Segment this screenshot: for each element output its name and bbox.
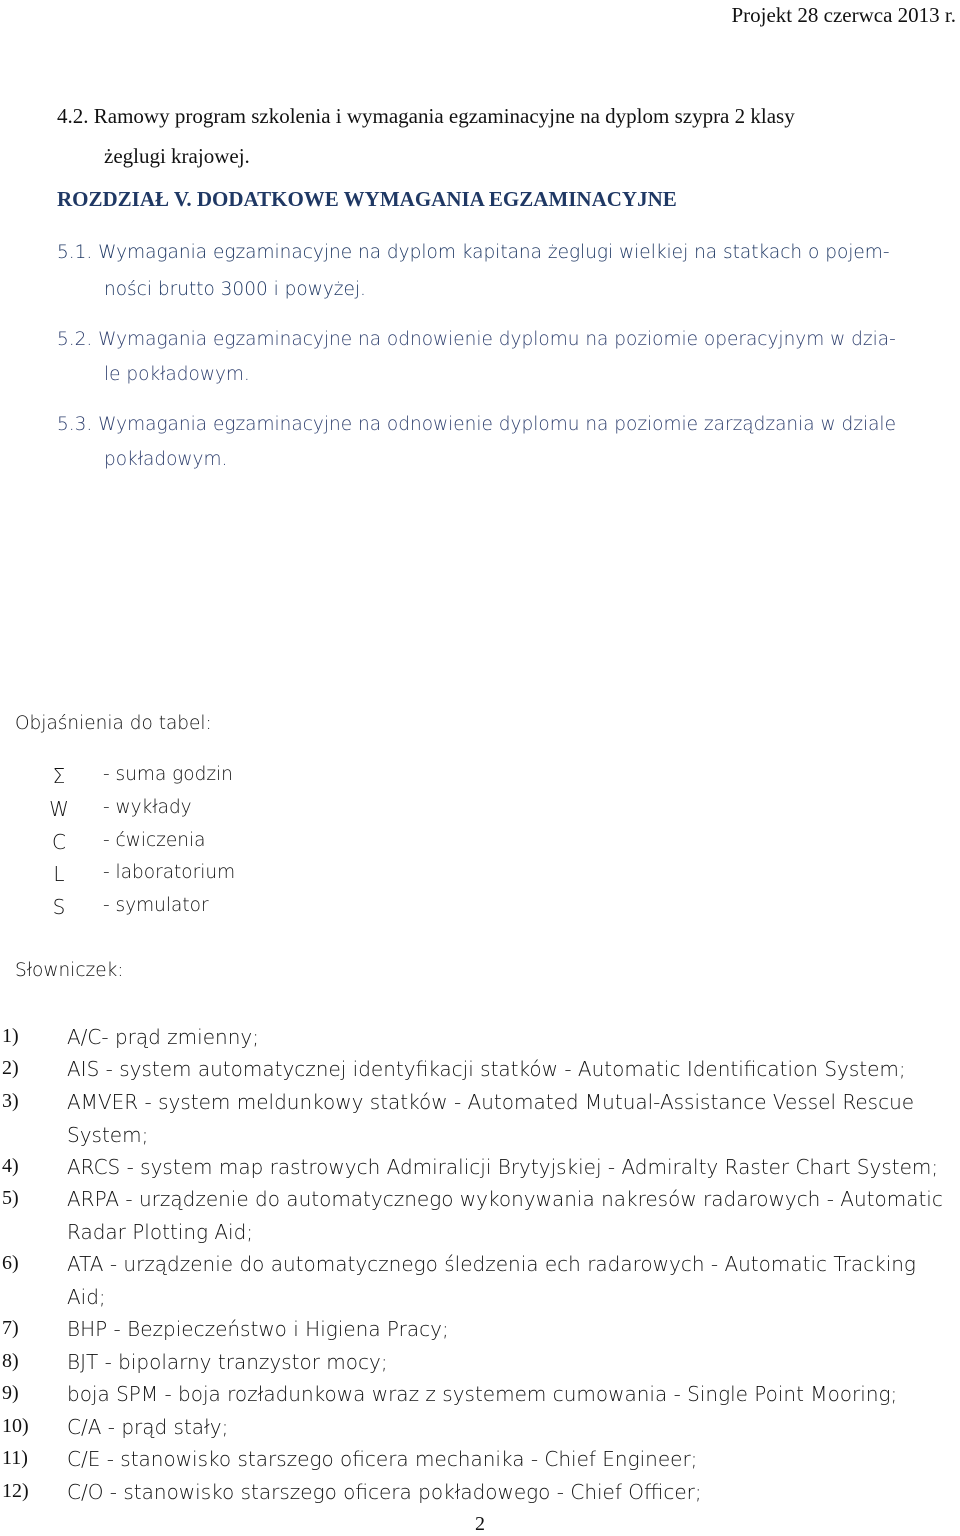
glossary-item-text: AIS - system automatycznej identyfikacji statków - Automatic Identification System; (67, 1057, 906, 1081)
glossary-item-text-cont: Aid; (67, 1285, 106, 1309)
section-5-3-line1: 5.3. Wymagania egzaminacyjne na odnowienie dyplomu na poziomie zarządzania w dziale (57, 414, 896, 435)
glossary-item-text: C/A - prąd stały; (67, 1415, 229, 1439)
glossary-item-text: BHP - Bezpieczeństwo i Higiena Pracy; (67, 1317, 449, 1341)
glossary-item-text: A/C- prąd zmienny; (67, 1025, 259, 1049)
legend-text: - suma godzin (103, 764, 233, 785)
glossary-item-number: 5) (2, 1187, 19, 1209)
glossary-item-text-cont: System; (67, 1123, 149, 1147)
section-5-3-line2: pokładowym. (104, 449, 228, 470)
legend-symbol: L (53, 862, 65, 886)
legend-text: - wykłady (103, 797, 192, 818)
glossary-item-number: 3) (2, 1090, 19, 1112)
page-number: 2 (475, 1513, 485, 1535)
glossary-item-text-cont: Radar Plotting Aid; (67, 1220, 254, 1244)
page-header-date: Projekt 28 czerwca 2013 r. (731, 3, 956, 27)
legend-symbol: W (49, 797, 69, 821)
glossary-item-number: 2) (2, 1057, 19, 1079)
glossary-title: Słowniczek: (15, 960, 124, 981)
glossary-item-text: C/E - stanowisko starszego oficera mechanika - Chief Engineer; (67, 1447, 698, 1471)
glossary-item-number: 6) (2, 1252, 19, 1274)
section-4-2-line1: 4.2. Ramowy program szkolenia i wymagania egzaminacyjne na dyplom szypra 2 klasy (57, 104, 795, 128)
legend-symbol: Σ (52, 764, 66, 788)
section-5-2-line2: le pokładowym. (104, 364, 250, 385)
legend-title: Objaśnienia do tabel: (15, 713, 212, 734)
legend-text: - symulator (103, 895, 209, 916)
glossary-item-number: 8) (2, 1350, 19, 1372)
section-5-2-line1: 5.2. Wymagania egzaminacyjne na odnowienie dyplomu na poziomie operacyjnym w dzia- (57, 329, 896, 350)
glossary-item-number: 10) (2, 1415, 29, 1437)
legend-text: - laboratorium (103, 862, 236, 883)
legend-symbol: S (52, 895, 66, 919)
glossary-item-number: 1) (2, 1025, 19, 1047)
chapter-title: ROZDZIAŁ V. DODATKOWE WYMAGANIA EGZAMINACYJNE (57, 187, 677, 211)
glossary-item-text: ARCS - system map rastrowych Admiralicji Brytyjskiej - Admiralty Raster Chart System; (67, 1155, 939, 1179)
glossary-item-number: 7) (2, 1317, 19, 1339)
glossary-item-number: 12) (2, 1480, 29, 1502)
glossary-item-number: 9) (2, 1382, 19, 1404)
section-5-1-line2: ności brutto 3000 i powyżej. (104, 279, 366, 300)
glossary-item-text: BJT - bipolarny tranzystor mocy; (67, 1350, 388, 1374)
glossary-item-text: AMVER - system meldunkowy statków - Automated Mutual-Assistance Vessel Rescue (67, 1090, 915, 1114)
legend-symbol: C (52, 830, 66, 854)
legend-text: - ćwiczenia (103, 830, 206, 851)
section-4-2-line2: żeglugi krajowej. (104, 144, 250, 168)
glossary-item-text: boja SPM - boja rozładunkowa wraz z systemem cumowania - Single Point Mooring; (67, 1382, 898, 1406)
section-5-1-line1: 5.1. Wymagania egzaminacyjne na dyplom kapitana żeglugi wielkiej na statkach o pojem- (57, 242, 890, 263)
glossary-item-text: ATA - urządzenie do automatycznego śledzenia ech radarowych - Automatic Tracking (67, 1252, 916, 1276)
glossary-item-number: 4) (2, 1155, 19, 1177)
glossary-item-number: 11) (2, 1447, 28, 1469)
glossary-item-text: ARPA - urządzenie do automatycznego wykonywania nakresów radarowych - Automatic (67, 1187, 943, 1211)
glossary-item-text: C/O - stanowisko starszego oficera pokładowego - Chief Officer; (67, 1480, 702, 1504)
